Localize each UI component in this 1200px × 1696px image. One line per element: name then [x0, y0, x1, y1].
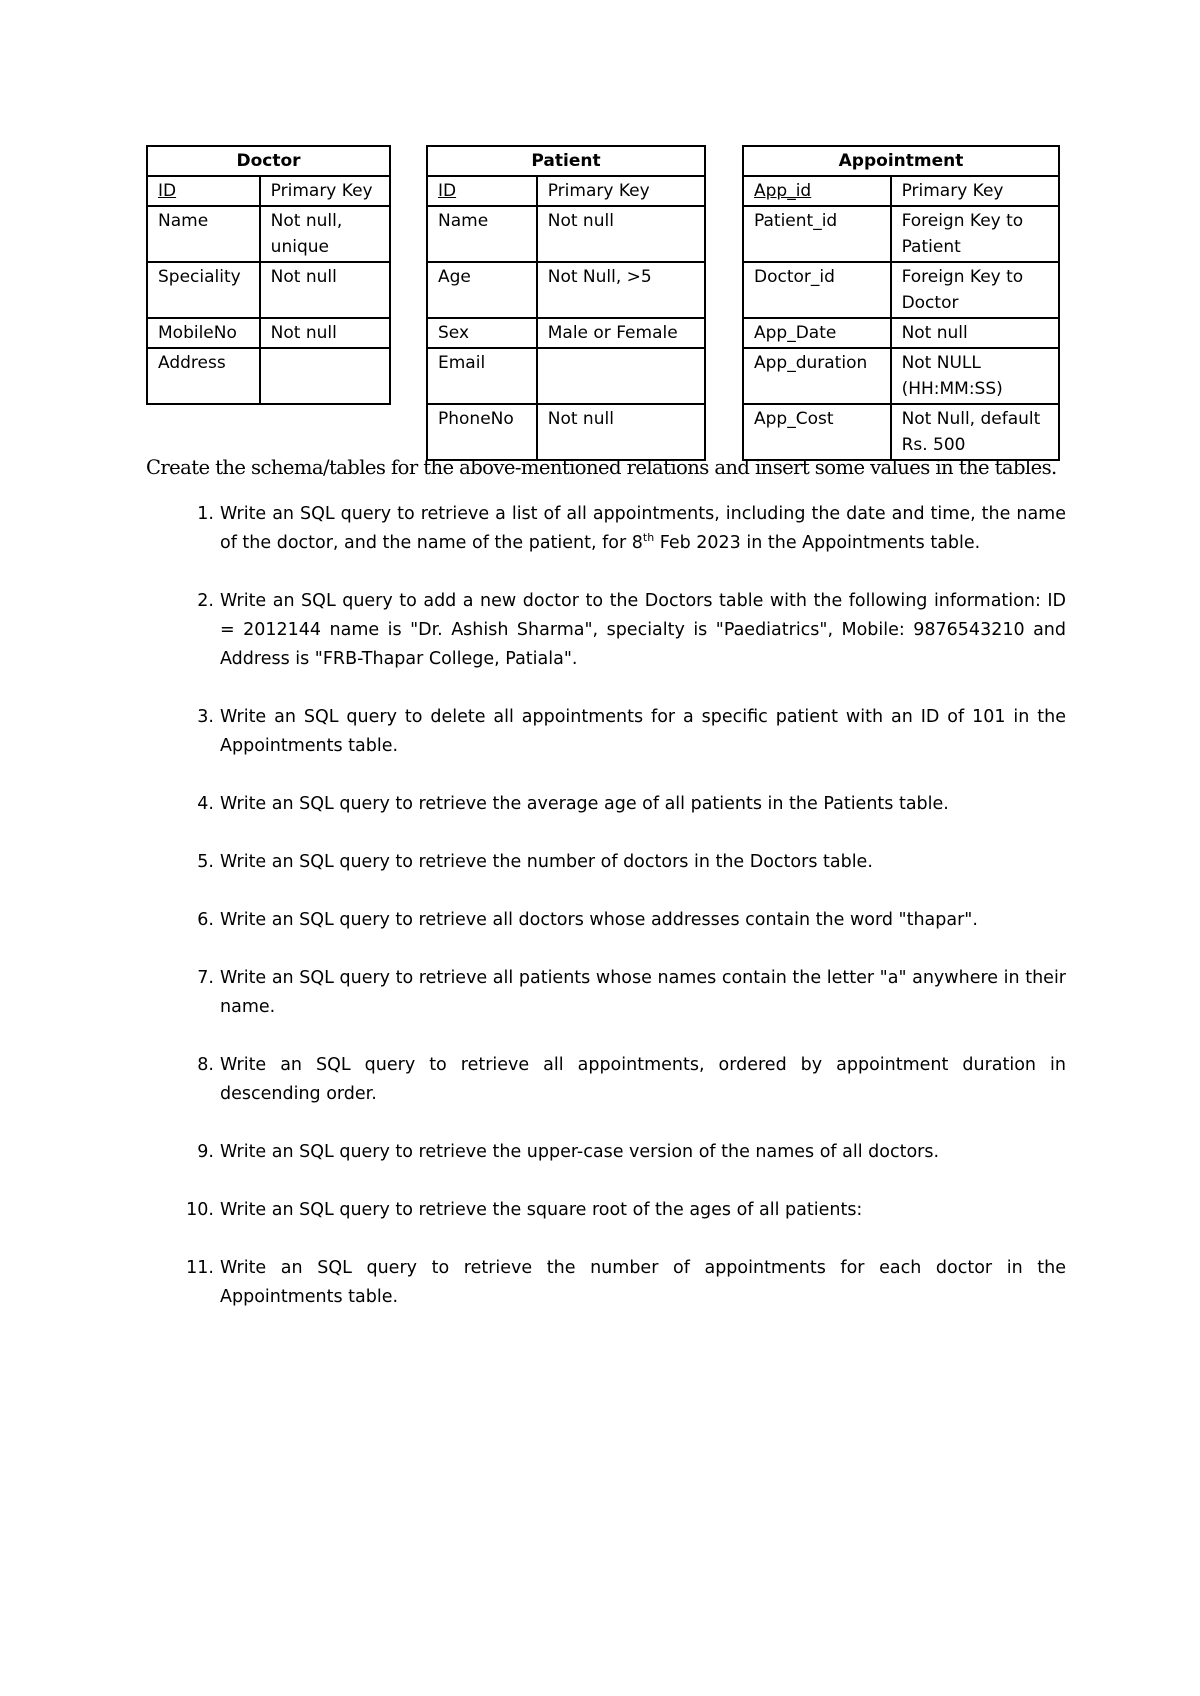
- question-number: 6 .: [184, 906, 214, 935]
- question-number: 8 .: [184, 1051, 214, 1080]
- patient-field-id: ID: [427, 176, 537, 206]
- ordinal-superscript: th: [642, 531, 655, 545]
- patient-constraint-sex: Male or Female: [537, 318, 705, 348]
- question-text: Write an SQL query to retrieve the number of doctors in the Doctors table.: [220, 852, 873, 872]
- appointment-field-date: App_Date: [743, 318, 891, 348]
- question-text: Write an SQL query to add a new doctor to the Doctors table with the following information: ID = 2012144 name is "Dr. Ashish Sharma", specialty is "Paediatrics", Mobile: 9876543210 and Address is "FRB-Thapar College, Patiala".: [220, 591, 1066, 669]
- question-list: [146, 500, 1066, 1341]
- doctor-table-title: Doctor: [147, 146, 390, 176]
- appointment-field-doctor-id: Doctor_id: [743, 262, 891, 318]
- question-item: [146, 964, 1066, 1022]
- question-text: Write an SQL query to retrieve all patients whose names contain the letter "a" anywhere in their name.: [220, 968, 1066, 1017]
- appointment-constraint-doctor-id: Foreign Key to Doctor: [891, 262, 1059, 318]
- appointment-constraint-date: Not null: [891, 318, 1059, 348]
- doctor-field-mobile: MobileNo: [147, 318, 260, 348]
- question-item: [146, 587, 1066, 674]
- patient-constraint-name: Not null: [537, 206, 705, 262]
- doctor-field-id: ID: [147, 176, 260, 206]
- question-text: Write an SQL query to retrieve the average age of all patients in the Patients table.: [220, 794, 949, 814]
- patient-constraint-age: Not Null, >5: [537, 262, 705, 318]
- question-number: 2 .: [184, 587, 214, 616]
- appointment-field-patient-id: Patient_id: [743, 206, 891, 262]
- question-text-continued: Feb 2023 in the Appointments table.: [654, 533, 981, 553]
- appointment-constraint-cost: Not Null, default Rs. 500: [891, 404, 1059, 460]
- appointment-field-cost: App_Cost: [743, 404, 891, 460]
- appointment-table: [742, 145, 1060, 461]
- doctor-constraint-speciality: Not null: [260, 262, 390, 318]
- question-text: Write an SQL query to retrieve all appointments, ordered by appointment duration in descending order.: [220, 1055, 1066, 1104]
- question-number: 3 .: [184, 703, 214, 732]
- question-item: [146, 1138, 1066, 1167]
- question-number: 10 .: [184, 1196, 214, 1225]
- appointment-table-title: Appointment: [743, 146, 1059, 176]
- question-item: [146, 848, 1066, 877]
- appointment-field-id: App_id: [743, 176, 891, 206]
- doctor-constraint-name: Not null, unique: [260, 206, 390, 262]
- question-number: 11 .: [184, 1254, 214, 1283]
- question-text: Write an SQL query to retrieve the number of appointments for each doctor in the Appointments table.: [220, 1258, 1066, 1307]
- question-item: [146, 1196, 1066, 1225]
- patient-constraint-id: Primary Key: [537, 176, 705, 206]
- patient-constraint-phone: Not null: [537, 404, 705, 460]
- appointment-constraint-patient-id: Foreign Key to Patient: [891, 206, 1059, 262]
- patient-field-email: Email: [427, 348, 537, 404]
- question-number: 5 .: [184, 848, 214, 877]
- question-text: Write an SQL query to retrieve the upper-case version of the names of all doctors.: [220, 1142, 940, 1162]
- doctor-constraint-id: Primary Key: [260, 176, 390, 206]
- question-item: [146, 500, 1066, 558]
- question-item: [146, 1051, 1066, 1109]
- patient-field-sex: Sex: [427, 318, 537, 348]
- question-item: [146, 703, 1066, 761]
- question-item: [146, 790, 1066, 819]
- question-text: Write an SQL query to retrieve all doctors whose addresses contain the word "thapar".: [220, 910, 978, 930]
- patient-constraint-email: [537, 348, 705, 404]
- patient-table: [426, 145, 706, 461]
- intro-text: Create the schema/tables for the above-mentioned relations and insert some values in the tables.: [146, 456, 1057, 479]
- patient-field-phone: PhoneNo: [427, 404, 537, 460]
- question-number: 9 .: [184, 1138, 214, 1167]
- question-item: [146, 906, 1066, 935]
- doctor-constraint-address: [260, 348, 390, 404]
- patient-field-age: Age: [427, 262, 537, 318]
- question-item: [146, 1254, 1066, 1312]
- question-text: Write an SQL query to retrieve a list of all appointments, including the date and time, the name of the doctor, and the name of the patient, for 8: [220, 504, 1066, 553]
- appointment-constraint-duration: Not NULL (HH:MM:SS): [891, 348, 1059, 404]
- patient-table-title: Patient: [427, 146, 705, 176]
- doctor-table: [146, 145, 391, 405]
- appointment-constraint-id: Primary Key: [891, 176, 1059, 206]
- doctor-field-speciality: Speciality: [147, 262, 260, 318]
- question-number: 7 .: [184, 964, 214, 993]
- doctor-constraint-mobile: Not null: [260, 318, 390, 348]
- question-number: 4 .: [184, 790, 214, 819]
- patient-field-name: Name: [427, 206, 537, 262]
- appointment-field-duration: App_duration: [743, 348, 891, 404]
- doctor-field-name: Name: [147, 206, 260, 262]
- question-text: Write an SQL query to retrieve the square root of the ages of all patients:: [220, 1200, 863, 1220]
- question-text: Write an SQL query to delete all appointments for a specific patient with an ID of 101 in the Appointments table.: [220, 707, 1066, 756]
- question-number: 1 .: [184, 500, 214, 529]
- doctor-field-address: Address: [147, 348, 260, 404]
